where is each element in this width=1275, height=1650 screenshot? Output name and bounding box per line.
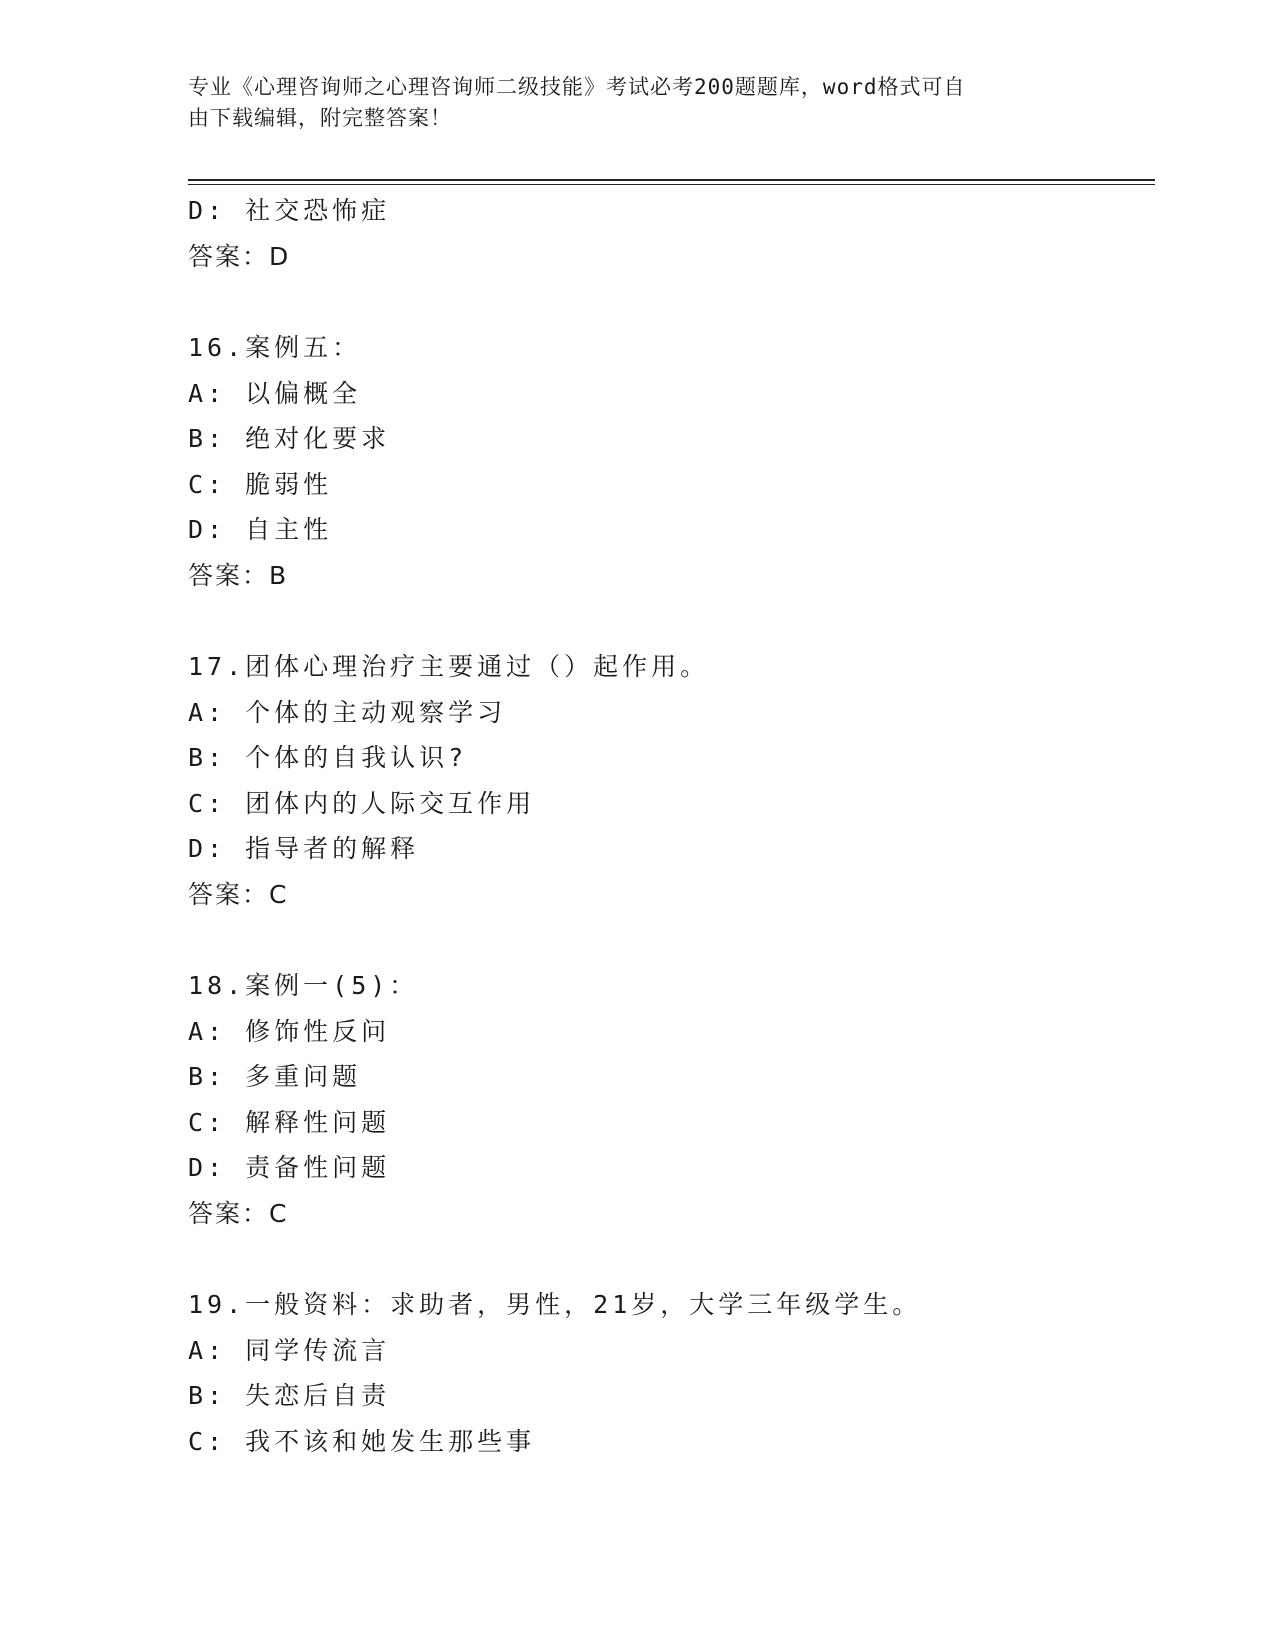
option-d: D: 指导者的解释 bbox=[188, 834, 420, 863]
option-c: C: 脆弱性 bbox=[188, 469, 333, 499]
question-stem: 18.案例一(5)： bbox=[188, 971, 419, 1000]
answer-line: 答案：D bbox=[188, 241, 291, 271]
option-d: D: 责备性问题 bbox=[188, 1153, 391, 1182]
question-stem: 19.一般资料：求助者，男性，21岁，大学三年级学生。 bbox=[188, 1290, 922, 1319]
option-c: C: 团体内的人际交互作用 bbox=[188, 788, 536, 818]
option-a: A: 修饰性反问 bbox=[188, 1016, 391, 1046]
question-stem: 16.案例五： bbox=[188, 333, 362, 362]
option-d: D: 社交恐怖症 bbox=[188, 196, 391, 225]
answer-line: 答案：C bbox=[188, 1198, 289, 1228]
document-header bbox=[188, 72, 1068, 134]
question-19 bbox=[188, 1282, 1155, 1464]
option-c: C: 解释性问题 bbox=[188, 1107, 391, 1137]
header-rule-thick bbox=[188, 179, 1155, 181]
option-c: C: 我不该和她发生那些事 bbox=[188, 1426, 536, 1456]
option-b: B: 失恋后自责 bbox=[188, 1381, 391, 1410]
option-d: D: 自主性 bbox=[188, 515, 333, 544]
document-body bbox=[188, 188, 1155, 1464]
answer-line: 答案：B bbox=[188, 560, 289, 590]
question-18 bbox=[188, 963, 1155, 1236]
option-a: A: 个体的主动观察学习 bbox=[188, 697, 507, 727]
option-b: B: 多重问题 bbox=[188, 1062, 362, 1091]
question-17 bbox=[188, 644, 1155, 917]
option-a: A: 以偏概全 bbox=[188, 378, 362, 408]
header-line-2: 由下载编辑，附完整答案！ bbox=[188, 106, 452, 130]
question-stem: 17.团体心理治疗主要通过（）起作用。 bbox=[188, 652, 710, 681]
option-b: B: 绝对化要求 bbox=[188, 424, 391, 453]
answer-line: 答案：C bbox=[188, 879, 289, 909]
option-a: A: 同学传流言 bbox=[188, 1335, 391, 1365]
header-line-1: 专业《心理咨询师之心理咨询师二级技能》考试必考200题题库，word格式可自 bbox=[188, 75, 966, 99]
header-rule-thin bbox=[188, 184, 1155, 185]
option-b: B: 个体的自我认识? bbox=[188, 743, 468, 772]
question-16 bbox=[188, 325, 1155, 598]
question-15-continued bbox=[188, 188, 1155, 279]
